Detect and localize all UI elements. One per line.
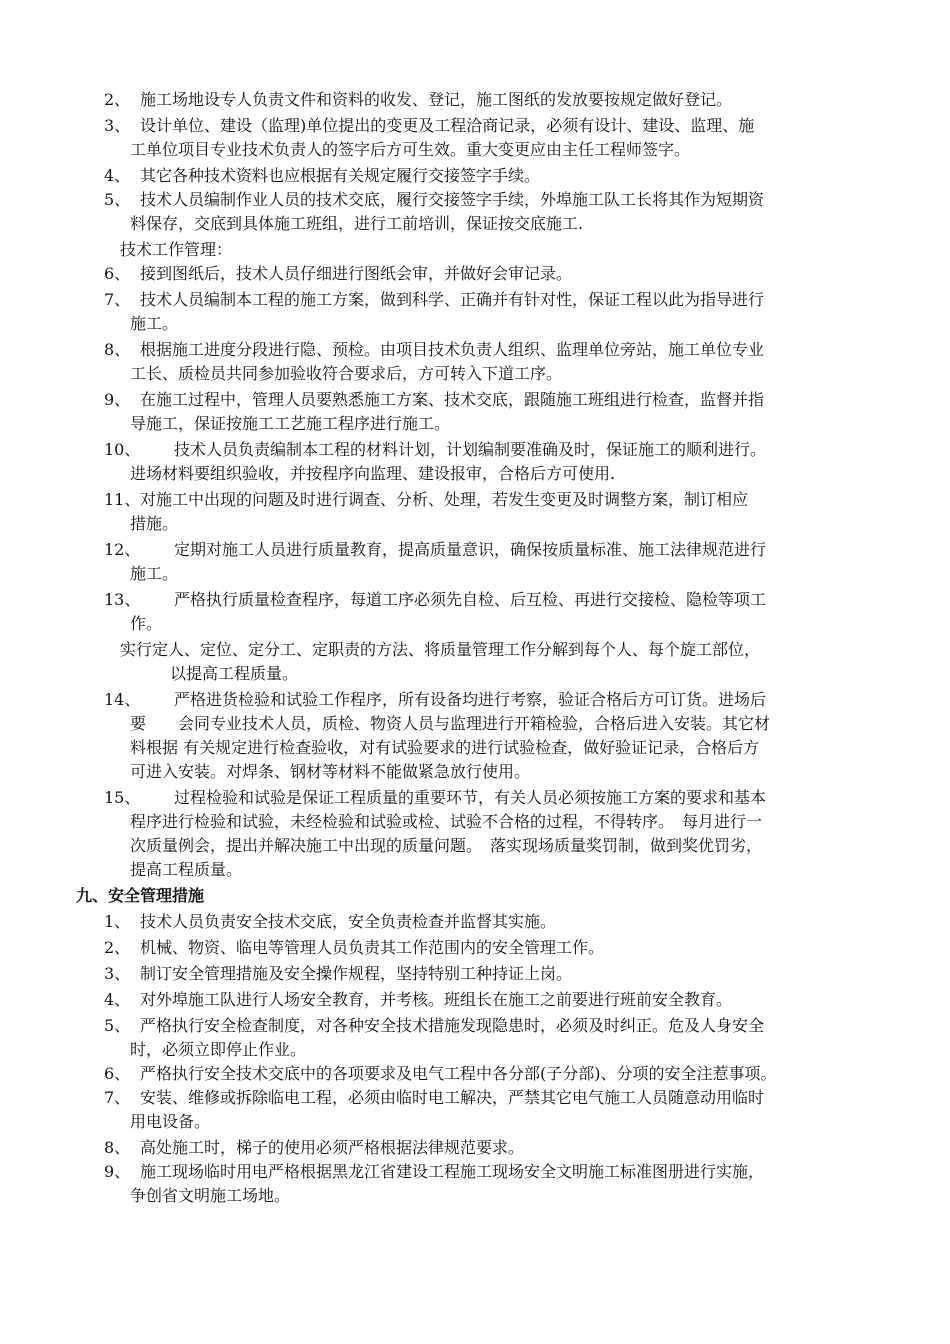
item-text: 机械、物资、临电等管理人员负责其工作范围内的安全管理工作。: [140, 938, 605, 957]
item-text: 严格执行质量检查程序，每道工序必须先自检、后互检、再进行交接检、隐检等项工: [174, 590, 767, 609]
item-text: 技术人员编制作业人员的技术交底，履行交接签字手续，外埠施工队工长将其作为短期资: [140, 190, 765, 209]
item-number: 6、: [104, 264, 131, 283]
item-number: 7、: [104, 290, 131, 309]
item-number: 14、: [104, 690, 141, 709]
item-text-continued: 作。: [130, 614, 163, 633]
item-text-continued: 进场材料要组织验收，并按程序向监理、建设报审，合格后方可使用.: [130, 464, 616, 483]
item-text-continued: 料根据 有关规定进行检查验收，对有试验要求的进行试验检查，做好验证记录，合格后方: [130, 738, 760, 757]
item-number: 10、: [104, 440, 141, 459]
item-number: 13、: [104, 590, 141, 609]
item-text-continued: 导施工，保证按施工工艺施工程序进行施工。: [130, 414, 451, 433]
item-text-continued: 工长、质检员共同参加验收符合要求后，方可转入下道工序。: [130, 364, 563, 383]
item-number: 7、: [104, 1088, 131, 1107]
item-text: 对外埠施工队进行人场安全教育，并考核。班组长在施工之前要进行班前安全教育。: [140, 990, 733, 1009]
item-text: 制订安全管理措施及安全操作规程，坚持特别工种持证上岗。: [140, 964, 573, 983]
section-heading-safety: 九、安全管理措施: [76, 886, 205, 905]
item-text: 过程检验和试验是保证工程质量的重要环节，有关人员必须按施工方案的要求和基本: [174, 788, 767, 807]
item-number: 2、: [104, 938, 131, 957]
item-number: 15、: [104, 788, 141, 807]
item-number: 6、: [104, 1064, 131, 1083]
item-text: 施工场地设专人负责文件和资料的收发、登记，施工图纸的发放要按规定做好登记。: [140, 90, 733, 109]
item-text: 在施工过程中，管理人员要熟悉施工方案、技术交底，跟随施工班组进行检查，监督并指: [140, 390, 765, 409]
item-number: 9、: [104, 1162, 131, 1181]
item-text-continued: 程序进行检验和试验，未经检验和试验或检、试验不合格的过程，不得转序。 每月进行一: [130, 812, 763, 831]
item-text: 严格执行安全检查制度，对各种安全技术措施发现隐患时，必须及时纠正。危及人身安全: [140, 1016, 765, 1035]
item-text: 根据施工进度分段进行隐、预检。由项目技术负责人组织、监理单位旁站，施工单位专业: [140, 340, 765, 359]
item-text: 严格进货检验和试验工作程序，所有设备均进行考察，验证合格后方可订货。进场后: [174, 690, 767, 709]
item-number: 4、: [104, 990, 131, 1009]
item-text: 定期对施工人员进行质量教育，提高质量意识，确保按质量标准、施工法律规范进行: [174, 540, 767, 559]
item-text: 技术人员编制本工程的施工方案，做到科学、正确并有针对性，保证工程以此为指导进行: [140, 290, 765, 309]
item-text-continued: 施工。: [130, 564, 179, 583]
item-text: 施工现场临时用电严格根据黑龙江省建设工程施工现场安全文明施工标准图册进行实施，: [140, 1162, 765, 1181]
item-text: 高处施工时，梯子的使用必须严格根据法律规范要求。: [140, 1138, 525, 1157]
item-number: 4、: [104, 166, 131, 185]
item-number: 5、: [104, 1016, 131, 1035]
item-text-continued: 可进入安装。对焊条、钢材等材料不能做紧急放行使用。: [130, 762, 531, 781]
quality-paragraph: 实行定人、定位、定分工、定职责的方法、将质量管理工作分解到每个人、每个旋工部位，: [120, 640, 761, 659]
item-text-continued: 工单位项目专业技术负责人的签字后方可生效。重大变更应由主任工程师签字。: [130, 140, 691, 159]
item-text-continued: 提高工程质量。: [130, 860, 243, 879]
item-text: 技术人员负责编制本工程的材料计划，计划编制要准确及时，保证施工的顺利进行。: [174, 440, 767, 459]
item-text: 技术人员负责安全技术交底，安全负责检查并监督其实施。: [140, 912, 557, 931]
item-number: 8、: [104, 1138, 131, 1157]
item-number: 12、: [104, 540, 141, 559]
item-text: 接到图纸后，技术人员仔细进行图纸会审，并做好会审记录。: [140, 264, 573, 283]
item-text-continued: 料保存，交底到具体施工班组，进行工前培训，保证按交底施工.: [130, 214, 584, 233]
item-number: 3、: [104, 964, 131, 983]
item-text-continued: 争创省文明施工场地。: [130, 1186, 291, 1205]
item-text: 安装、维修或拆除临电工程，必须由临时电工解决，严禁其它电气施工人员随意动用临时: [140, 1088, 765, 1107]
item-number: 9、: [104, 390, 131, 409]
quality-paragraph-continued: 以提高工程质量。: [170, 664, 299, 683]
item-text-continued: 次质量例会，提出并解决施工中出现的质量问题。 落实现场质量奖罚制，做到奖优罚劣，: [130, 836, 763, 855]
item-text-continued: 要 会同专业技术人员，质检、物资人员与监理进行开箱检验，合格后进入安装。其它材: [130, 714, 771, 733]
item-text-continued: 用电设备。: [130, 1112, 211, 1131]
item-text: 严格执行安全技术交底中的各项要求及电气工程中各分部(子分部)、分项的安全注惹事项。: [140, 1064, 777, 1083]
item-number: 2、: [104, 90, 131, 109]
item-number: 11、: [104, 490, 141, 509]
item-text: 其它各种技术资料也应根据有关规定履行交接签字手续。: [140, 166, 541, 185]
item-number: 1、: [104, 912, 131, 931]
item-number: 5、: [104, 190, 131, 209]
item-text-continued: 措施。: [130, 514, 179, 533]
subheading-technical-management: 技术工作管理：: [120, 240, 233, 259]
item-number: 3、: [104, 116, 131, 135]
item-text-continued: 施工。: [130, 314, 179, 333]
item-text: 对施工中出现的问题及时进行调查、分析、处理，若发生变更及时调整方案，制订相应: [140, 490, 749, 509]
item-text-continued: 时，必须立即停止作业。: [130, 1040, 307, 1059]
item-number: 8、: [104, 340, 131, 359]
item-text: 设计单位、建设（监理)单位提出的变更及工程洽商记录，必须有设计、建设、监理、施: [140, 116, 755, 135]
